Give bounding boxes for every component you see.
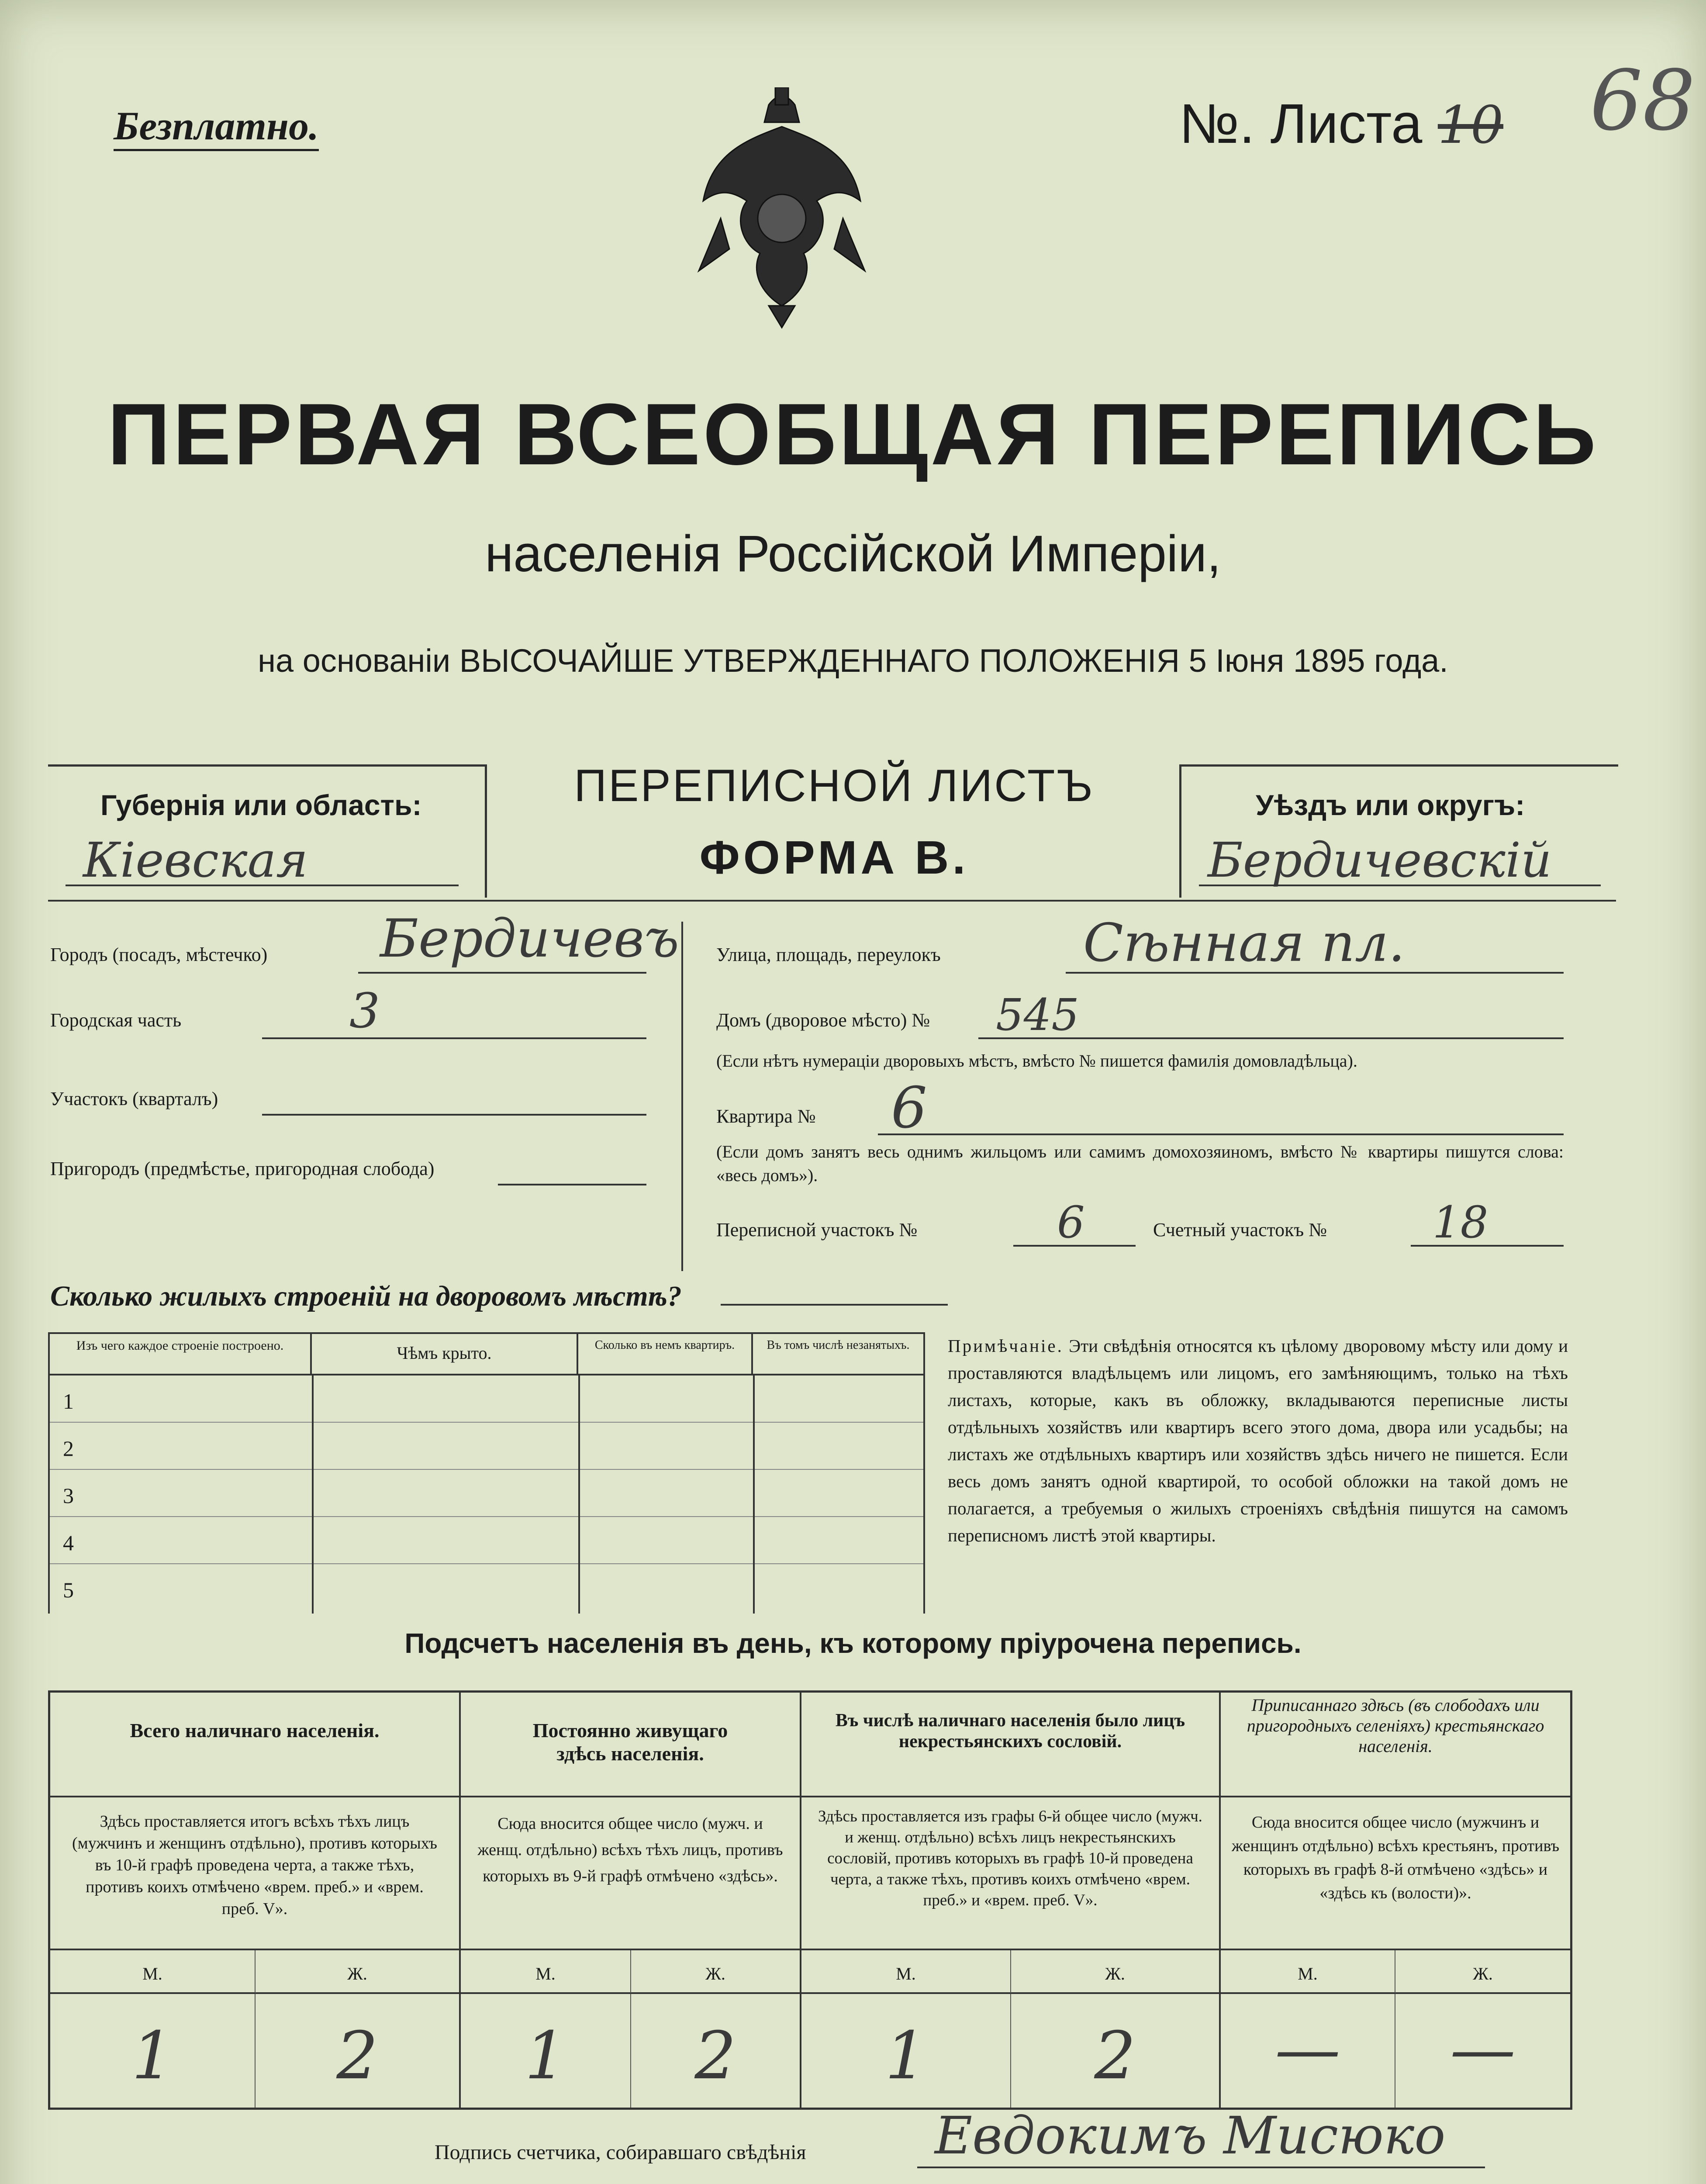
district-line — [262, 1114, 646, 1116]
tally-col-desc: Сюда вносится общее число (мужчинъ и женщинъ отдѣльно) всѣхъ крестьянъ, противъ которыхъ въ графѣ 8-й отмѣчено «здѣсь» и «здѣсь къ (волости)». — [1221, 1797, 1570, 1950]
signature-line — [917, 2167, 1485, 2168]
uezd-box — [1179, 764, 1618, 898]
city-line — [358, 972, 646, 974]
buildings-note — [948, 1332, 1568, 1549]
tally-col-desc: Здѣсь проставляется итогъ всѣхъ тѣхъ лицъ (мужчинъ и женщинъ отдѣльно), противъ которыхъ въ 10-й графѣ проведена черта, а также тѣхъ, противъ коихъ отмѣчено «врем. преб.» и «врем. преб. V». — [50, 1797, 461, 1950]
basis-line: на основаніи ВЫСОЧАЙШЕ УТВЕРЖДЕННАГО ПОЛОЖЕНІЯ 5 Іюня 1895 года. — [258, 643, 1448, 679]
count-area-value: 18 — [1433, 1197, 1488, 1248]
city-part-line — [262, 1037, 646, 1039]
tally-value-m: 1 — [50, 1994, 256, 2108]
buildings-table — [48, 1332, 925, 1614]
tally-col-heading: Всего наличнаго населенія. — [50, 1693, 461, 1797]
sub-title: населенія Россійской Имперіи, — [485, 525, 1221, 583]
free-label: Безплатно. — [114, 103, 319, 151]
sheet-number-label: №. Листа 10 — [1179, 93, 1504, 155]
tally-m-label: М. — [1221, 1950, 1395, 1994]
header-divider — [48, 900, 1616, 902]
tally-f-label: Ж. — [1011, 1950, 1221, 1994]
tally-m-label: М. — [801, 1950, 1011, 1994]
street-line — [1066, 972, 1564, 974]
house-label: Домъ (дворовое мѣсто) № — [716, 1009, 930, 1031]
street-label: Улица, площадь, переулокъ — [716, 944, 941, 965]
tally-value-f: 2 — [256, 1994, 461, 2108]
buildings-row: 2 — [50, 1423, 923, 1470]
uezd-label: Уѣздъ или округъ: — [1256, 789, 1525, 821]
tally-value-m: — — [1221, 1994, 1395, 2108]
tally-col-desc: Сюда вносится общее число (мужч. и женщ. отдѣльно) всѣхъ тѣхъ лицъ, противъ которыхъ въ 9-й графѣ отмѣчено «здѣсь». — [461, 1797, 801, 1950]
tally-f-label: Ж. — [1395, 1950, 1570, 1994]
house-value: 545 — [996, 989, 1079, 1040]
sheet-number-struck: 10 — [1437, 95, 1504, 155]
buildings-row: 1 — [50, 1375, 923, 1423]
suburb-label: Пригородъ (предмѣстье, пригородная слобода) — [50, 1158, 435, 1179]
tally-col-heading: Въ числѣ наличнаго населенія было лицъ некрестьянскихъ сословій. — [801, 1693, 1221, 1797]
buildings-header-material: Изъ чего каждое строеніе построено. — [50, 1334, 312, 1375]
tally-title: Подсчетъ населенія въ день, къ которому пріурочена перепись. — [404, 1628, 1302, 1659]
list-title: ПЕРЕПИСНОЙ ЛИСТЪ — [574, 760, 1095, 811]
apartment-line — [878, 1133, 1564, 1135]
buildings-note-title: Примѣчаніе. — [948, 1336, 1064, 1356]
house-line — [978, 1037, 1564, 1039]
uezd-value: Бердичевскій — [1208, 832, 1552, 888]
tally-table — [48, 1690, 1572, 2110]
archive-page-number: 68 — [1590, 52, 1696, 149]
gubernia-label: Губернія или область: — [100, 789, 422, 821]
buildings-header-roof: Чѣмъ крыто. — [312, 1334, 578, 1375]
buildings-header-vacant: Въ томъ числѣ незанятыхъ. — [753, 1334, 923, 1375]
city-value: Бердичевъ — [380, 909, 679, 969]
census-area-value: 6 — [1057, 1197, 1085, 1248]
census-area-label: Переписной участокъ № — [716, 1219, 918, 1241]
tally-m-label: М. — [461, 1950, 631, 1994]
gubernia-box — [48, 764, 487, 898]
count-area-line — [1411, 1245, 1564, 1247]
tally-col-heading: Постоянно живущаго здѣсь населенія. — [461, 1693, 801, 1797]
suburb-line — [498, 1184, 646, 1185]
count-area-label: Счетный участокъ № — [1153, 1219, 1327, 1241]
buildings-note-text: Эти свѣдѣнія относятся къ цѣлому дворовому мѣсту или дому и проставляются владѣльцемъ или лицомъ, его замѣняющимъ, только на тѣхъ листахъ, которые, какъ въ обложку, вкладываются переписные листы отдѣльныхъ хозяйствъ или квартиръ всего этого дома, двора или усадьбы; на листахъ же отдѣльныхъ квартиръ или хозяйствъ здѣсь ничего не пишется. Если весь домъ занятъ одной квартирой, то особой обложки на такой домъ не полагается, а требуемыя о жилыхъ строеніяхъ свѣдѣнія пишутся на самомъ переписномъ листѣ этой квартиры. — [948, 1336, 1568, 1545]
tally-value-f: — — [1450, 2011, 1516, 2087]
gubernia-value: Кіевская — [83, 832, 308, 888]
signature-label: Подпись счетчика, собиравшаго свѣдѣнія — [435, 2141, 806, 2164]
form-title: ФОРМА В. — [699, 831, 969, 884]
apartment-value: 6 — [891, 1075, 927, 1141]
buildings-header-apartments: Сколько въ немъ квартиръ. — [578, 1334, 753, 1375]
apartment-note: (Если домъ занятъ весь однимъ жильцомъ или самимъ домохозяиномъ, вмѣсто № квартиры пишутся слова: «весь домъ»). — [716, 1142, 1564, 1185]
tally-value-f: 2 — [1011, 1994, 1221, 2108]
house-note: (Если нѣтъ нумераціи дворовыхъ мѣстъ, вмѣсто № пишется фамилія домовладѣльца). — [716, 1051, 1357, 1071]
city-part-value: 3 — [349, 983, 380, 1039]
imperial-eagle-emblem — [694, 87, 869, 332]
signature-value: Евдокимъ Мисюко — [935, 2105, 1446, 2166]
buildings-row: 3 — [50, 1470, 923, 1517]
tally-f-label: Ж. — [256, 1950, 461, 1994]
address-divider — [681, 922, 683, 1271]
district-label: Участокъ (кварталъ) — [50, 1088, 218, 1109]
tally-col-desc: Здѣсь проставляется изъ графы 6-й общее число (мужч. и женщ. отдѣльно) всѣхъ лицъ некрестьянскихъ сословій, противъ которыхъ въ графѣ 10-й проведена черта, а также тѣхъ, противъ коихъ отмѣчено «врем. преб.» и «врем. преб. V». — [801, 1797, 1221, 1950]
main-title: ПЕРВАЯ ВСЕОБЩАЯ ПЕРЕПИСЬ — [107, 386, 1599, 483]
tally-value-f: 2 — [631, 1994, 801, 2108]
tally-col-heading: Приписаннаго здѣсь (въ слободахъ или пригородныхъ селеніяхъ) крестьянскаго населенія. — [1221, 1693, 1570, 1797]
city-part-label: Городская часть — [50, 1009, 182, 1031]
buildings-question-line — [721, 1304, 948, 1306]
tally-f-label: Ж. — [631, 1950, 801, 1994]
buildings-row: 4 — [50, 1517, 923, 1564]
tally-m-label: М. — [50, 1950, 256, 1994]
buildings-row: 5 — [63, 1578, 74, 1602]
city-label: Городъ (посадъ, мѣстечко) — [50, 944, 268, 965]
tally-value-m: 1 — [801, 1994, 1011, 2108]
census-area-line — [1013, 1245, 1136, 1247]
street-value: Сѣнная пл. — [1083, 913, 1405, 974]
apartment-label: Квартира № — [716, 1106, 816, 1127]
tally-value-m: 1 — [461, 1994, 631, 2108]
buildings-question: Сколько жилыхъ строеній на дворовомъ мѣстѣ? — [50, 1280, 682, 1312]
